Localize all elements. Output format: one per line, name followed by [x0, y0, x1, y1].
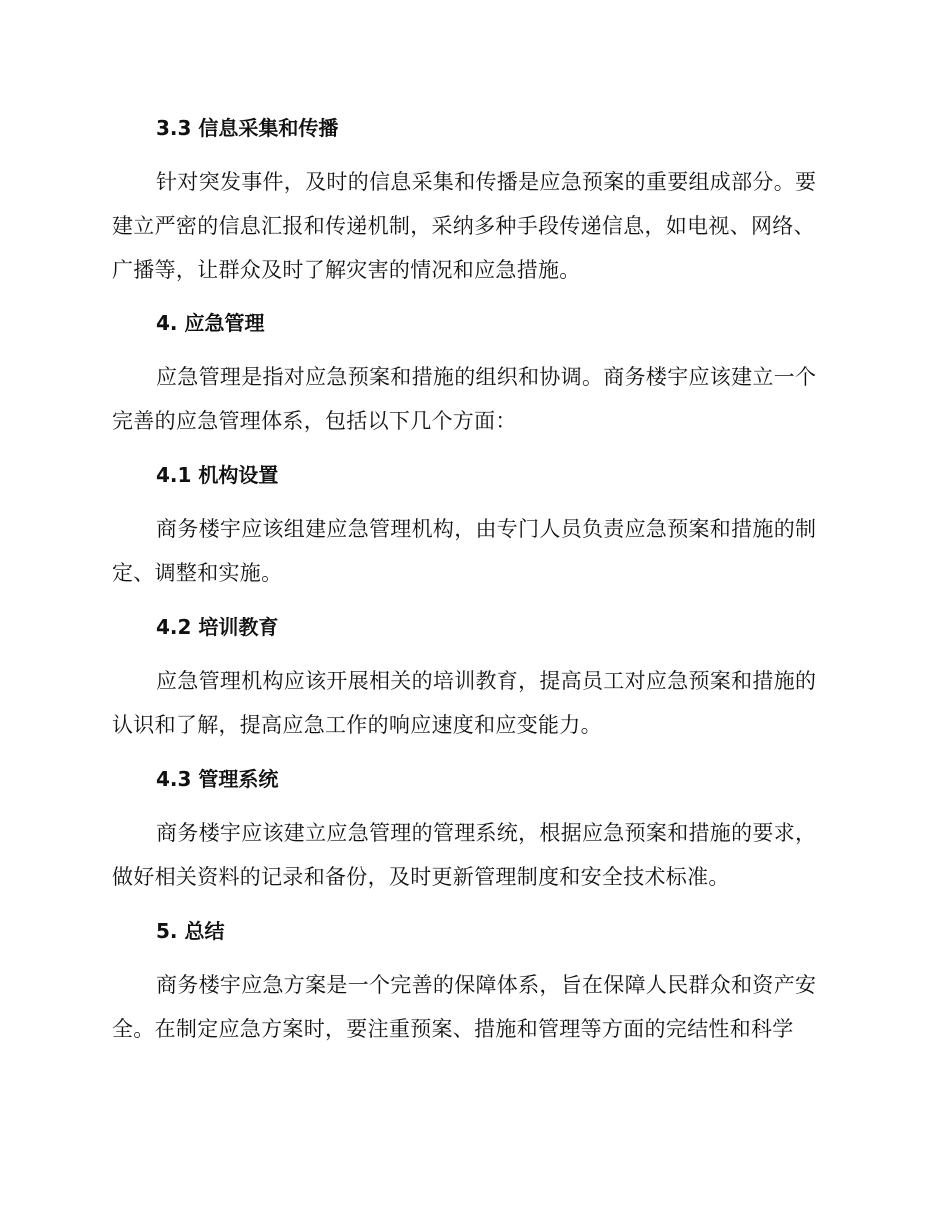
- section-paragraph-5: 商务楼宇应急方案是一个完善的保障体系，旨在保障人民群众和资产安全。在制定应急方案时，要注重预案、措施和管理等方面的完结性和科学: [112, 973, 817, 1041]
- section-paragraph-4-1: 商务楼宇应该组建应急管理机构，由专门人员负责应急预案和措施的制定、调整和实施。: [112, 517, 817, 585]
- section-heading-4-2: 4.2 培训教育: [156, 615, 279, 639]
- section-heading-5: 5. 总结: [156, 919, 225, 943]
- section-paragraph-3-3: 针对突发事件，及时的信息采集和传播是应急预案的重要组成部分。要建立严密的信息汇报和传递机制，采纳多种手段传递信息，如电视、网络、广播等，让群众及时了解灾害的情况和应急措施。: [112, 170, 817, 282]
- section-paragraph-4: 应急管理是指对应急预案和措施的组织和协调。商务楼宇应该建立一个完善的应急管理体系，包括以下几个方面：: [112, 365, 817, 433]
- section-paragraph-4-3: 商务楼宇应该建立应急管理的管理系统，根据应急预案和措施的要求，做好相关资料的记录和备份，及时更新管理制度和安全技术标准。: [112, 821, 817, 889]
- section-heading-4-3: 4.3 管理系统: [156, 767, 279, 791]
- section-heading-4: 4. 应急管理: [156, 311, 265, 335]
- section-heading-3-3: 3.3 信息采集和传播: [156, 116, 339, 140]
- section-paragraph-4-2: 应急管理机构应该开展相关的培训教育，提高员工对应急预案和措施的认识和了解，提高应急工作的响应速度和应变能力。: [112, 669, 817, 737]
- section-heading-4-1: 4.1 机构设置: [156, 463, 279, 487]
